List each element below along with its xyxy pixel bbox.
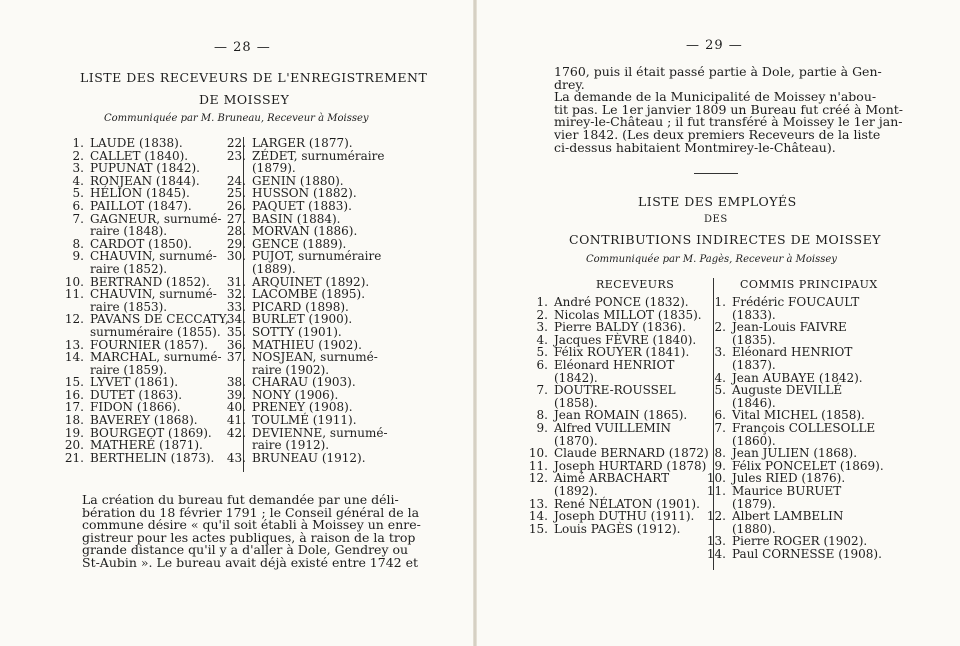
left-page xyxy=(0,0,476,646)
section-divider xyxy=(694,173,738,174)
item-number: 25. xyxy=(226,186,246,201)
item-number: 43. xyxy=(226,450,246,465)
item-text: raire (1848). xyxy=(90,224,168,239)
item-number: 15. xyxy=(64,375,84,390)
item-number: 5. xyxy=(714,383,726,398)
item-number: 40. xyxy=(226,400,246,415)
item-text: Joseph DUTHU (1911). xyxy=(554,509,695,524)
list-title-place: DE MOISSEY xyxy=(199,92,290,107)
item-number: 9. xyxy=(714,458,726,473)
list-credit: Communiquée par M. Pagès, Receveur à Moissey xyxy=(586,254,837,265)
item-number: 13. xyxy=(64,337,84,352)
item-number: 17. xyxy=(64,400,84,415)
item-text: Jean-Louis FAIVRE xyxy=(732,320,847,335)
item-number: 24. xyxy=(226,173,246,188)
item-number: 9. xyxy=(72,249,84,264)
item-text: Jean JULIEN (1868). xyxy=(732,446,858,461)
text-line: drey. xyxy=(554,76,585,92)
item-text: (1846). xyxy=(732,395,776,410)
history-paragraph-continued xyxy=(554,66,903,154)
item-text: Alfred VUILLEMIN xyxy=(554,420,672,435)
item-text: (1835). xyxy=(732,332,776,347)
text-line: gistreur pour les actes publiques, à raison de la trop xyxy=(82,529,416,545)
item-number: 5. xyxy=(536,345,548,360)
item-text: (1892). xyxy=(554,483,598,498)
item-number: 21. xyxy=(64,450,84,465)
item-text: DOUTRE-ROUSSEL xyxy=(554,383,676,398)
item-text: CALLET (1840). xyxy=(90,148,189,163)
item-text: CARDOT (1850). xyxy=(90,236,192,251)
item-number: 11. xyxy=(64,287,84,302)
list-credit: Communiquée par M. Bruneau, Receveur à Moissey xyxy=(104,113,369,124)
item-number: 10. xyxy=(706,471,726,486)
item-number: 3. xyxy=(714,345,726,360)
item-number: 42. xyxy=(226,425,246,440)
item-text: BERTRAND (1852). xyxy=(90,274,210,289)
item-text: MATHERÉ (1871). xyxy=(90,438,203,453)
item-text: Nicolas MILLOT (1835). xyxy=(554,307,702,322)
item-number: 2. xyxy=(714,320,726,335)
item-text: RONJEAN (1844). xyxy=(90,173,200,188)
item-number: 3. xyxy=(536,320,548,335)
item-text: CHAUVIN, surnumé- xyxy=(90,287,217,302)
item-number: 12. xyxy=(64,312,84,327)
text-line: vier 1842. (Les deux premiers Receveurs de la liste xyxy=(554,126,881,142)
item-text: Joseph HURTARD (1878) xyxy=(554,458,707,473)
list-title: LISTE DES RECEVEURS DE L'ENREGISTREMENT xyxy=(80,70,428,85)
item-number: 2. xyxy=(72,148,84,163)
item-text: raire (1902). xyxy=(252,362,330,377)
item-text: (1858). xyxy=(554,395,598,410)
item-number: 32. xyxy=(226,287,246,302)
item-text: GENIN (1880). xyxy=(252,173,344,188)
item-text: HÉLION (1845). xyxy=(90,186,190,201)
item-number: 19. xyxy=(64,425,84,440)
item-text: (1842). xyxy=(554,370,598,385)
item-number: 41. xyxy=(226,413,246,428)
item-number: 36. xyxy=(226,337,246,352)
item-number: 15. xyxy=(528,521,548,536)
item-text: Louis PAGÈS (1912). xyxy=(554,521,681,536)
item-text: Jacques FÈVRE (1840). xyxy=(554,332,697,347)
item-text: Jean ROMAIN (1865). xyxy=(554,408,688,423)
item-number: 12. xyxy=(528,471,548,486)
text-line: La demande de la Municipalité de Moissey n'abou- xyxy=(554,89,877,105)
item-number: 23. xyxy=(226,148,246,163)
item-text: (1870). xyxy=(554,433,598,448)
item-text: Frédéric FOUCAULT xyxy=(732,295,860,309)
item-number: 9. xyxy=(536,420,548,435)
item-number: 33. xyxy=(226,299,246,314)
item-text: raire (1852). xyxy=(90,261,168,276)
item-text: ZÉDET, surnuméraire xyxy=(252,148,385,163)
item-text: Albert LAMBELIN xyxy=(732,509,844,524)
item-text: Félix ROUYER (1841). xyxy=(554,345,690,360)
item-text: DUTET (1863). xyxy=(90,387,183,402)
item-number: 39. xyxy=(226,387,246,402)
item-number: 7. xyxy=(72,211,84,226)
item-text: PAILLOT (1847). xyxy=(90,198,192,213)
item-text: (1880). xyxy=(732,521,776,536)
item-number: 37. xyxy=(226,350,246,365)
item-number: 1. xyxy=(714,295,726,309)
list-item xyxy=(704,548,914,561)
item-number: 28. xyxy=(226,224,246,239)
item-text: André PONCE (1832). xyxy=(554,295,689,309)
item-number: 1. xyxy=(536,295,548,309)
item-text: François COLLESOLLE xyxy=(732,420,876,435)
list-title-des: DES xyxy=(704,214,728,225)
right-page xyxy=(478,0,960,646)
item-text: MARCHAL, surnumé- xyxy=(90,350,222,365)
item-number: 29. xyxy=(226,236,246,251)
item-text: Auguste DEVILLÉ xyxy=(732,383,843,398)
item-text: Pierre BALDY (1836). xyxy=(554,320,686,335)
commis-column xyxy=(704,296,914,560)
list-title: LISTE DES EMPLOYÉS xyxy=(638,194,797,209)
item-text: Jules RIED (1876). xyxy=(732,471,846,486)
item-number: 14. xyxy=(64,350,84,365)
item-number: 6. xyxy=(714,408,726,423)
item-text: BASIN (1884). xyxy=(252,211,341,226)
item-number: 5. xyxy=(72,186,84,201)
item-text: SOTTY (1901). xyxy=(252,324,342,339)
item-number: 16. xyxy=(64,387,84,402)
receveurs-column xyxy=(526,296,714,535)
item-text: BAVEREY (1868). xyxy=(90,413,198,428)
item-text: Claude BERNARD (1872) xyxy=(554,446,709,461)
item-text: raire (1859). xyxy=(90,362,168,377)
text-line: St-Aubin ». Le bureau avait déjà existé entre 1742 et xyxy=(82,554,419,570)
text-line: ci-dessus habitaient Montmirey-le-Château). xyxy=(554,139,836,155)
item-number: 13. xyxy=(706,534,726,549)
item-number: 4. xyxy=(714,370,726,385)
item-text: NONY (1906). xyxy=(252,387,339,402)
item-number: 35. xyxy=(226,324,246,339)
item-text: LACOMBE (1895). xyxy=(252,287,366,302)
item-text: PUPUNAT (1842). xyxy=(90,161,200,176)
item-text: Pierre ROGER (1902). xyxy=(732,534,868,549)
item-text: LYVET (1861). xyxy=(90,375,179,390)
item-number: 30. xyxy=(226,249,246,264)
list-title-contributions: CONTRIBUTIONS INDIRECTES DE MOISSEY xyxy=(569,232,881,247)
item-number: 6. xyxy=(72,198,84,213)
item-number: 4. xyxy=(72,173,84,188)
item-number: 22. xyxy=(226,136,246,150)
item-text: DEVIENNE, surnumé- xyxy=(252,425,388,440)
item-number: 1. xyxy=(72,136,84,150)
item-text: René NÉLATON (1901). xyxy=(554,496,700,511)
item-text: Eléonard HENRIOT xyxy=(732,345,853,360)
item-text: GENCE (1889). xyxy=(252,236,347,251)
item-number: 18. xyxy=(64,413,84,428)
list-item xyxy=(62,452,240,465)
item-text: BERTHELIN (1873). xyxy=(90,450,215,465)
item-number: 13. xyxy=(528,496,548,511)
item-text: TOULMÉ (1911). xyxy=(252,413,357,428)
item-text: Paul CORNESSE (1908). xyxy=(732,546,882,561)
item-text: LAUDE (1838). xyxy=(90,136,183,150)
item-text: Jean AUBAYE (1842). xyxy=(732,370,863,385)
item-text: PAVANS DE CECCATY, xyxy=(90,312,229,327)
item-text: raire (1912). xyxy=(252,438,330,453)
item-text: MORVAN (1886). xyxy=(252,224,358,239)
item-number: 8. xyxy=(536,408,548,423)
item-text: ARQUINET (1892). xyxy=(252,274,370,289)
item-text: FIDON (1866). xyxy=(90,400,181,415)
history-paragraph xyxy=(82,494,421,570)
item-text: MATHIEU (1902). xyxy=(252,337,362,352)
item-text: PRENEY (1908). xyxy=(252,400,353,415)
item-text: HUSSON (1882). xyxy=(252,186,357,201)
item-number: 2. xyxy=(536,307,548,322)
item-number: 34. xyxy=(226,312,246,327)
item-text: raire (1853). xyxy=(90,299,168,314)
receivers-column-2 xyxy=(224,137,424,464)
item-number: 10. xyxy=(64,274,84,289)
item-number: 6. xyxy=(536,357,548,372)
item-text: GAGNEUR, surnumé- xyxy=(90,211,222,226)
item-number: 7. xyxy=(536,383,548,398)
list-item xyxy=(526,523,714,536)
item-text: (1837). xyxy=(732,357,776,372)
page-number: — 28 — xyxy=(214,40,271,55)
item-number: 27. xyxy=(226,211,246,226)
item-number: 38. xyxy=(226,375,246,390)
item-number: 8. xyxy=(72,236,84,251)
item-number: 12. xyxy=(706,509,726,524)
item-text: Félix PONCELET (1869). xyxy=(732,458,884,473)
item-number: 4. xyxy=(536,332,548,347)
item-number: 20. xyxy=(64,438,84,453)
page-number: — 29 — xyxy=(686,38,743,53)
item-text: (1879). xyxy=(732,496,776,511)
item-number: 8. xyxy=(714,446,726,461)
item-text: BURLET (1900). xyxy=(252,312,353,327)
item-number: 31. xyxy=(226,274,246,289)
column-header-receveurs: RECEVEURS xyxy=(596,278,675,291)
text-line: La création du bureau fut demandée par une déli- xyxy=(82,492,399,507)
item-text: surnuméraire (1855). xyxy=(90,324,221,339)
item-number: 26. xyxy=(226,198,246,213)
text-line: commune désire « qu'il soit établi à Moissey un enre- xyxy=(82,517,421,533)
item-text: BRUNEAU (1912). xyxy=(252,450,366,465)
list-item xyxy=(224,452,424,465)
item-number: 7. xyxy=(714,420,726,435)
item-number: 3. xyxy=(72,161,84,176)
item-text: PICARD (1898). xyxy=(252,299,349,314)
item-text: Vital MICHEL (1858). xyxy=(732,408,865,423)
text-line: 1760, puis il était passé partie à Dole, partie à Gen- xyxy=(554,64,882,79)
text-line: mirey-le-Château ; il fut transféré à Moissey le 1er jan- xyxy=(554,114,903,130)
item-text: PAQUET (1883). xyxy=(252,198,352,213)
item-text: FOURNIER (1857). xyxy=(90,337,208,352)
item-text: Eléonard HENRIOT xyxy=(554,357,675,372)
text-line: bération du 18 février 1791 ; le Conseil général de la xyxy=(82,504,420,520)
item-number: 11. xyxy=(706,483,726,498)
item-text: CHARAU (1903). xyxy=(252,375,356,390)
item-text: (1833). xyxy=(732,307,776,322)
item-text: (1889). xyxy=(252,261,296,276)
item-text: Maurice BURUET xyxy=(732,483,842,498)
item-number: 14. xyxy=(706,546,726,561)
column-header-commis: COMMIS PRINCIPAUX xyxy=(740,278,878,291)
item-text: BOURGEOT (1869). xyxy=(90,425,212,440)
item-text: CHAUVIN, surnumé- xyxy=(90,249,217,264)
receivers-column-1 xyxy=(62,137,240,464)
text-line: grande distance qu'il y a d'aller à Dole, Gendrey ou xyxy=(82,542,409,558)
item-number: 14. xyxy=(528,509,548,524)
item-text: LARGER (1877). xyxy=(252,136,353,150)
item-number: 11. xyxy=(528,458,548,473)
item-text: (1860). xyxy=(732,433,776,448)
item-text: PUJOT, surnuméraire xyxy=(252,249,382,264)
item-text: NOSJEAN, surnumé- xyxy=(252,350,378,365)
item-text: Aimé ARBACHART xyxy=(554,471,670,486)
item-text: (1879). xyxy=(252,161,296,176)
item-number: 10. xyxy=(528,446,548,461)
text-line: tit pas. Le 1er janvier 1809 un Bureau fut créé à Mont- xyxy=(554,101,903,117)
